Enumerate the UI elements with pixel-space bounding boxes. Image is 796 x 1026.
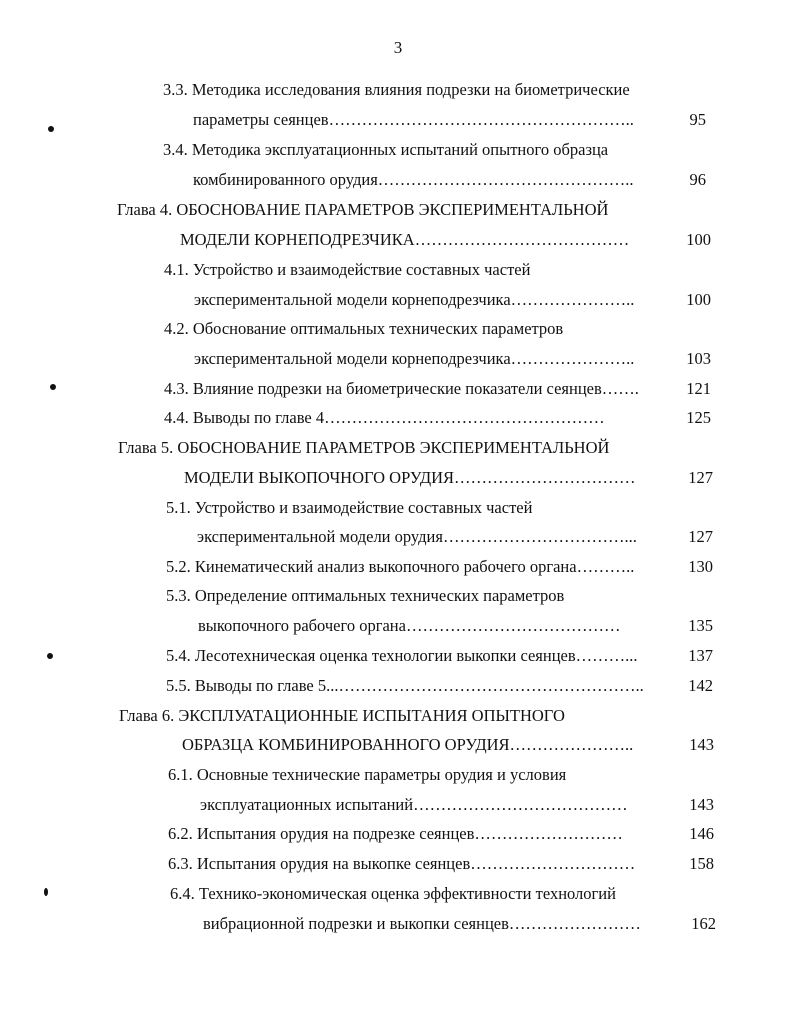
toc-chapter-6-line1: Глава 6. ЭКСПЛУАТАЦИОННЫЕ ИСПЫТАНИЯ ОПЫТНОГО (119, 706, 565, 725)
toc-entry-5-2-page: 130 (688, 557, 713, 576)
toc-entry-3-3-line1: 3.3. Методика исследования влияния подрезки на биометрические (163, 80, 630, 99)
toc-entry-5-1-page: 127 (688, 527, 713, 546)
toc-entry-3-4-line2: комбинированного орудия……………………………………….. (193, 170, 634, 189)
toc-chapter-5-line1: Глава 5. ОБОСНОВАНИЕ ПАРАМЕТРОВ ЭКСПЕРИМЕНТАЛЬНОЙ (118, 438, 610, 457)
margin-dot-mark (47, 653, 53, 659)
toc-entry-4-3-page: 121 (686, 379, 711, 398)
toc-entry-5-5: 5.5. Выводы по главе 5...……………………………………………….. (166, 676, 644, 695)
toc-entry-4-4-page: 125 (686, 408, 711, 427)
toc-entry-3-3-line2: параметры сеянцев……………………………………………….. (193, 110, 634, 129)
toc-entry-5-3-page: 135 (688, 616, 713, 635)
toc-entry-4-4: 4.4. Выводы по главе 4…………………………………………… (164, 408, 605, 427)
toc-entry-5-4-page: 137 (688, 646, 713, 665)
toc-entry-5-5-page: 142 (688, 676, 713, 695)
margin-dot-mark (50, 384, 56, 390)
toc-entry-3-4-page: 96 (689, 170, 706, 189)
toc-chapter-4-page: 100 (686, 230, 711, 249)
toc-entry-6-2: 6.2. Испытания орудия на подрезке сеянцев……………………… (168, 824, 623, 843)
toc-chapter-6-line2: ОБРАЗЦА КОМБИНИРОВАННОГО ОРУДИЯ………………….. (182, 735, 634, 754)
toc-entry-4-1-page: 100 (686, 290, 711, 309)
toc-entry-6-4-page: 162 (691, 914, 716, 933)
toc-entry-5-3-line2: выкопочного рабочего органа………………………………… (198, 616, 621, 635)
margin-dot-mark (48, 126, 54, 132)
toc-chapter-4-line1: Глава 4. ОБОСНОВАНИЕ ПАРАМЕТРОВ ЭКСПЕРИМЕНТАЛЬНОЙ (117, 200, 609, 219)
margin-dot-mark (44, 888, 48, 896)
toc-entry-4-1-line1: 4.1. Устройство и взаимодействие составных частей (164, 260, 531, 279)
toc-entry-3-4-line1: 3.4. Методика эксплуатационных испытаний опытного образца (163, 140, 609, 159)
toc-entry-3-3-page: 95 (689, 110, 706, 129)
toc-entry-6-1-line1: 6.1. Основные технические параметры орудия и условия (168, 765, 567, 784)
toc-chapter-5-page: 127 (688, 468, 713, 487)
toc-entry-5-1-line1: 5.1. Устройство и взаимодействие составных частей (166, 498, 533, 517)
toc-entry-6-3: 6.3. Испытания орудия на выкопке сеянцев………………………… (168, 854, 636, 873)
toc-entry-4-3: 4.3. Влияние подрезки на биометрические показатели сеянцев……. (164, 379, 639, 398)
toc-entry-4-2-page: 103 (686, 349, 711, 368)
page-number: 3 (393, 38, 403, 57)
toc-chapter-6-page: 143 (689, 735, 714, 754)
toc-entry-6-4-line1: 6.4. Технико-экономическая оценка эффективности технологий (170, 884, 616, 903)
toc-chapter-5-line2: МОДЕЛИ ВЫКОПОЧНОГО ОРУДИЯ…………………………… (184, 468, 636, 487)
toc-entry-4-2-line2: экспериментальной модели корнеподрезчика………………….. (194, 349, 635, 368)
toc-entry-6-2-page: 146 (689, 824, 714, 843)
toc-entry-5-3-line1: 5.3. Определение оптимальных технических параметров (166, 586, 565, 605)
toc-entry-5-1-line2: экспериментальной модели орудия……………………………... (197, 527, 637, 546)
toc-entry-6-4-line2: вибрационной подрезки и выкопки сеянцев…………………… (203, 914, 641, 933)
toc-entry-4-2-line1: 4.2. Обоснование оптимальных технических параметров (164, 319, 564, 338)
toc-entry-5-4: 5.4. Лесотехническая оценка технологии выкопки сеянцев………... (166, 646, 638, 665)
toc-entry-6-1-page: 143 (689, 795, 714, 814)
toc-entry-5-2: 5.2. Кинематический анализ выкопочного рабочего органа……….. (166, 557, 635, 576)
toc-chapter-4-line2: МОДЕЛИ КОРНЕПОДРЕЗЧИКА………………………………… (180, 230, 630, 249)
toc-entry-6-1-line2: эксплуатационных испытаний………………………………… (200, 795, 628, 814)
toc-entry-4-1-line2: экспериментальной модели корнеподрезчика………………….. (194, 290, 635, 309)
toc-entry-6-3-page: 158 (689, 854, 714, 873)
